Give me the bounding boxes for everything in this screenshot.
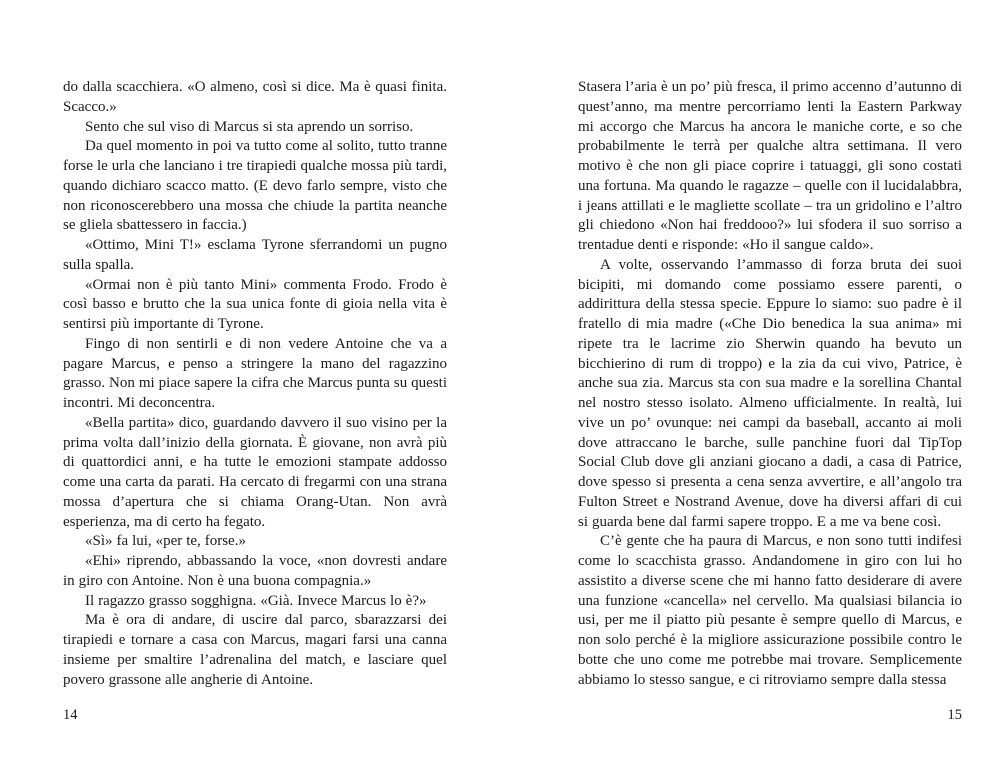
right-page-text bbox=[578, 78, 962, 690]
left-page-number: 14 bbox=[63, 707, 78, 723]
paragraph: «Ormai non è più tanto Mini» commenta Frodo. Frodo è così basso e brutto che la sua unica fonte di gioia nella vita è sentirsi più importante di Tyrone. bbox=[63, 276, 447, 332]
paragraph: «Ehi» riprendo, abbassando la voce, «non dovresti andare in giro con Antoine. Non è una buona compagnia.» bbox=[63, 553, 447, 589]
paragraph: Da quel momento in poi va tutto come al solito, tutto tranne forse le urla che lanciano i tre tirapiedi qualche mossa più tardi, quando dichiaro scacco matto. (E devo farlo sempre, visto che non riconoscerebbero una mossa che chiude la partita neanche se gliela sbattessero in faccia.) bbox=[63, 138, 447, 234]
paragraph: Stasera l’aria è un po’ più fresca, il primo accenno d’autunno di quest’anno, ma mentre percorriamo lenti la Eastern Parkway mi accorgo che Marcus ha ancora le maniche corte, e so che probabilmente le terrà per qualche altra settimana. Il vero motivo è che non gli piace coprire i tatuaggi, gli sono costati una fortuna. Ma quando le ragazze – quelle con il lucidalabbra, i jeans attillati e le magliette scollate – tra un gridolino e l’altro gli chiedono «Non hai freddooo?» lui sfodera il suo sorriso a trentadue denti e risponde: «Ho il sangue caldo». bbox=[578, 79, 962, 253]
paragraph: Il ragazzo grasso sogghigna. «Già. Invece Marcus lo è?» bbox=[85, 592, 427, 609]
paragraph: A volte, osservando l’ammasso di forza bruta dei suoi bicipiti, mi domando come possiamo essere parenti, o addirittura della stessa specie. Eppure lo siamo: suo padre è il fratello di mia madre («Che Dio benedica la sua anima» mi ripete tra le lacrime zio Sherwin quando ha bevuto un bicchierino di rum di troppo) e la zia da cui vivo, Patrice, è anche sua zia. Marcus sta con sua madre e la sorellina Chantal nel nostro stesso isolato. Almeno ufficialmente. In realtà, lui vive un po’ ovunque: nei campi da baseball, accanto ai moli dove attraccano le barche, sulle panchine fuori dal TipTop Social Club dove gli anziani giocano a dadi, a casa di Patrice, dove spesso si presenta a cena senza avvertire, e all’angolo tra Fulton Street e Nostrand Avenue, dove ha diversi affari di cui si guarda bene dal farmi sapere troppo. E a me va bene così. bbox=[578, 256, 962, 530]
right-page-number: 15 bbox=[947, 707, 962, 723]
left-page-text bbox=[63, 78, 447, 690]
paragraph: «Sì» fa lui, «per te, forse.» bbox=[85, 533, 246, 550]
paragraph: «Bella partita» dico, guardando davvero il suo visino per la prima volta dall’inizio della giornata. È giovane, non avrà più di quattordici anni, e ha tutte le emozioni stampate addosso come una carta da parati. Ha cercato di fregarmi con una strana mossa d’apertura che si chiama Orang-Utan. Non avrà esperienza, ma di certo ha fegato. bbox=[63, 414, 447, 530]
paragraph: «Ottimo, Mini T!» esclama Tyrone sferrandomi un pugno sulla spalla. bbox=[63, 237, 447, 273]
paragraph: C’è gente che ha paura di Marcus, e non sono tutti indifesi come lo scacchista grasso. Andandomene in giro con lui ho assistito a diverse scene che mi hanno fatto desiderare di avere una funzione «cancella» nel cervello. Ma qualsiasi bilancia io usi, per me il piatto più pesante è sempre quello di Marcus, e non solo perché è la migliore assicurazione possibile contro le botte che uno come me potrebbe mai trovare. Semplicemente abbiamo lo stesso sangue, e ci ritroviamo sempre dalla stessa bbox=[578, 533, 962, 688]
paragraph: do dalla scacchiera. «O almeno, così si dice. Ma è quasi finita. Scacco.» bbox=[63, 79, 447, 115]
paragraph: Ma è ora di andare, di uscire dal parco, sbarazzarsi dei tirapiedi e tornare a casa con Marcus, magari farsi una canna insieme per smaltire l’adrenalina del match, e lasciare quel povero grassone alle angherie di Antoine. bbox=[63, 612, 447, 688]
paragraph: Fingo di non sentirli e di non vedere Antoine che va a pagare Marcus, e penso a stringere la mano del ragazzino grasso. Non mi piace sapere la cifra che Marcus punta su questi incontri. Mi deconcentra. bbox=[63, 335, 447, 411]
paragraph: Sento che sul viso di Marcus si sta aprendo un sorriso. bbox=[85, 118, 414, 135]
